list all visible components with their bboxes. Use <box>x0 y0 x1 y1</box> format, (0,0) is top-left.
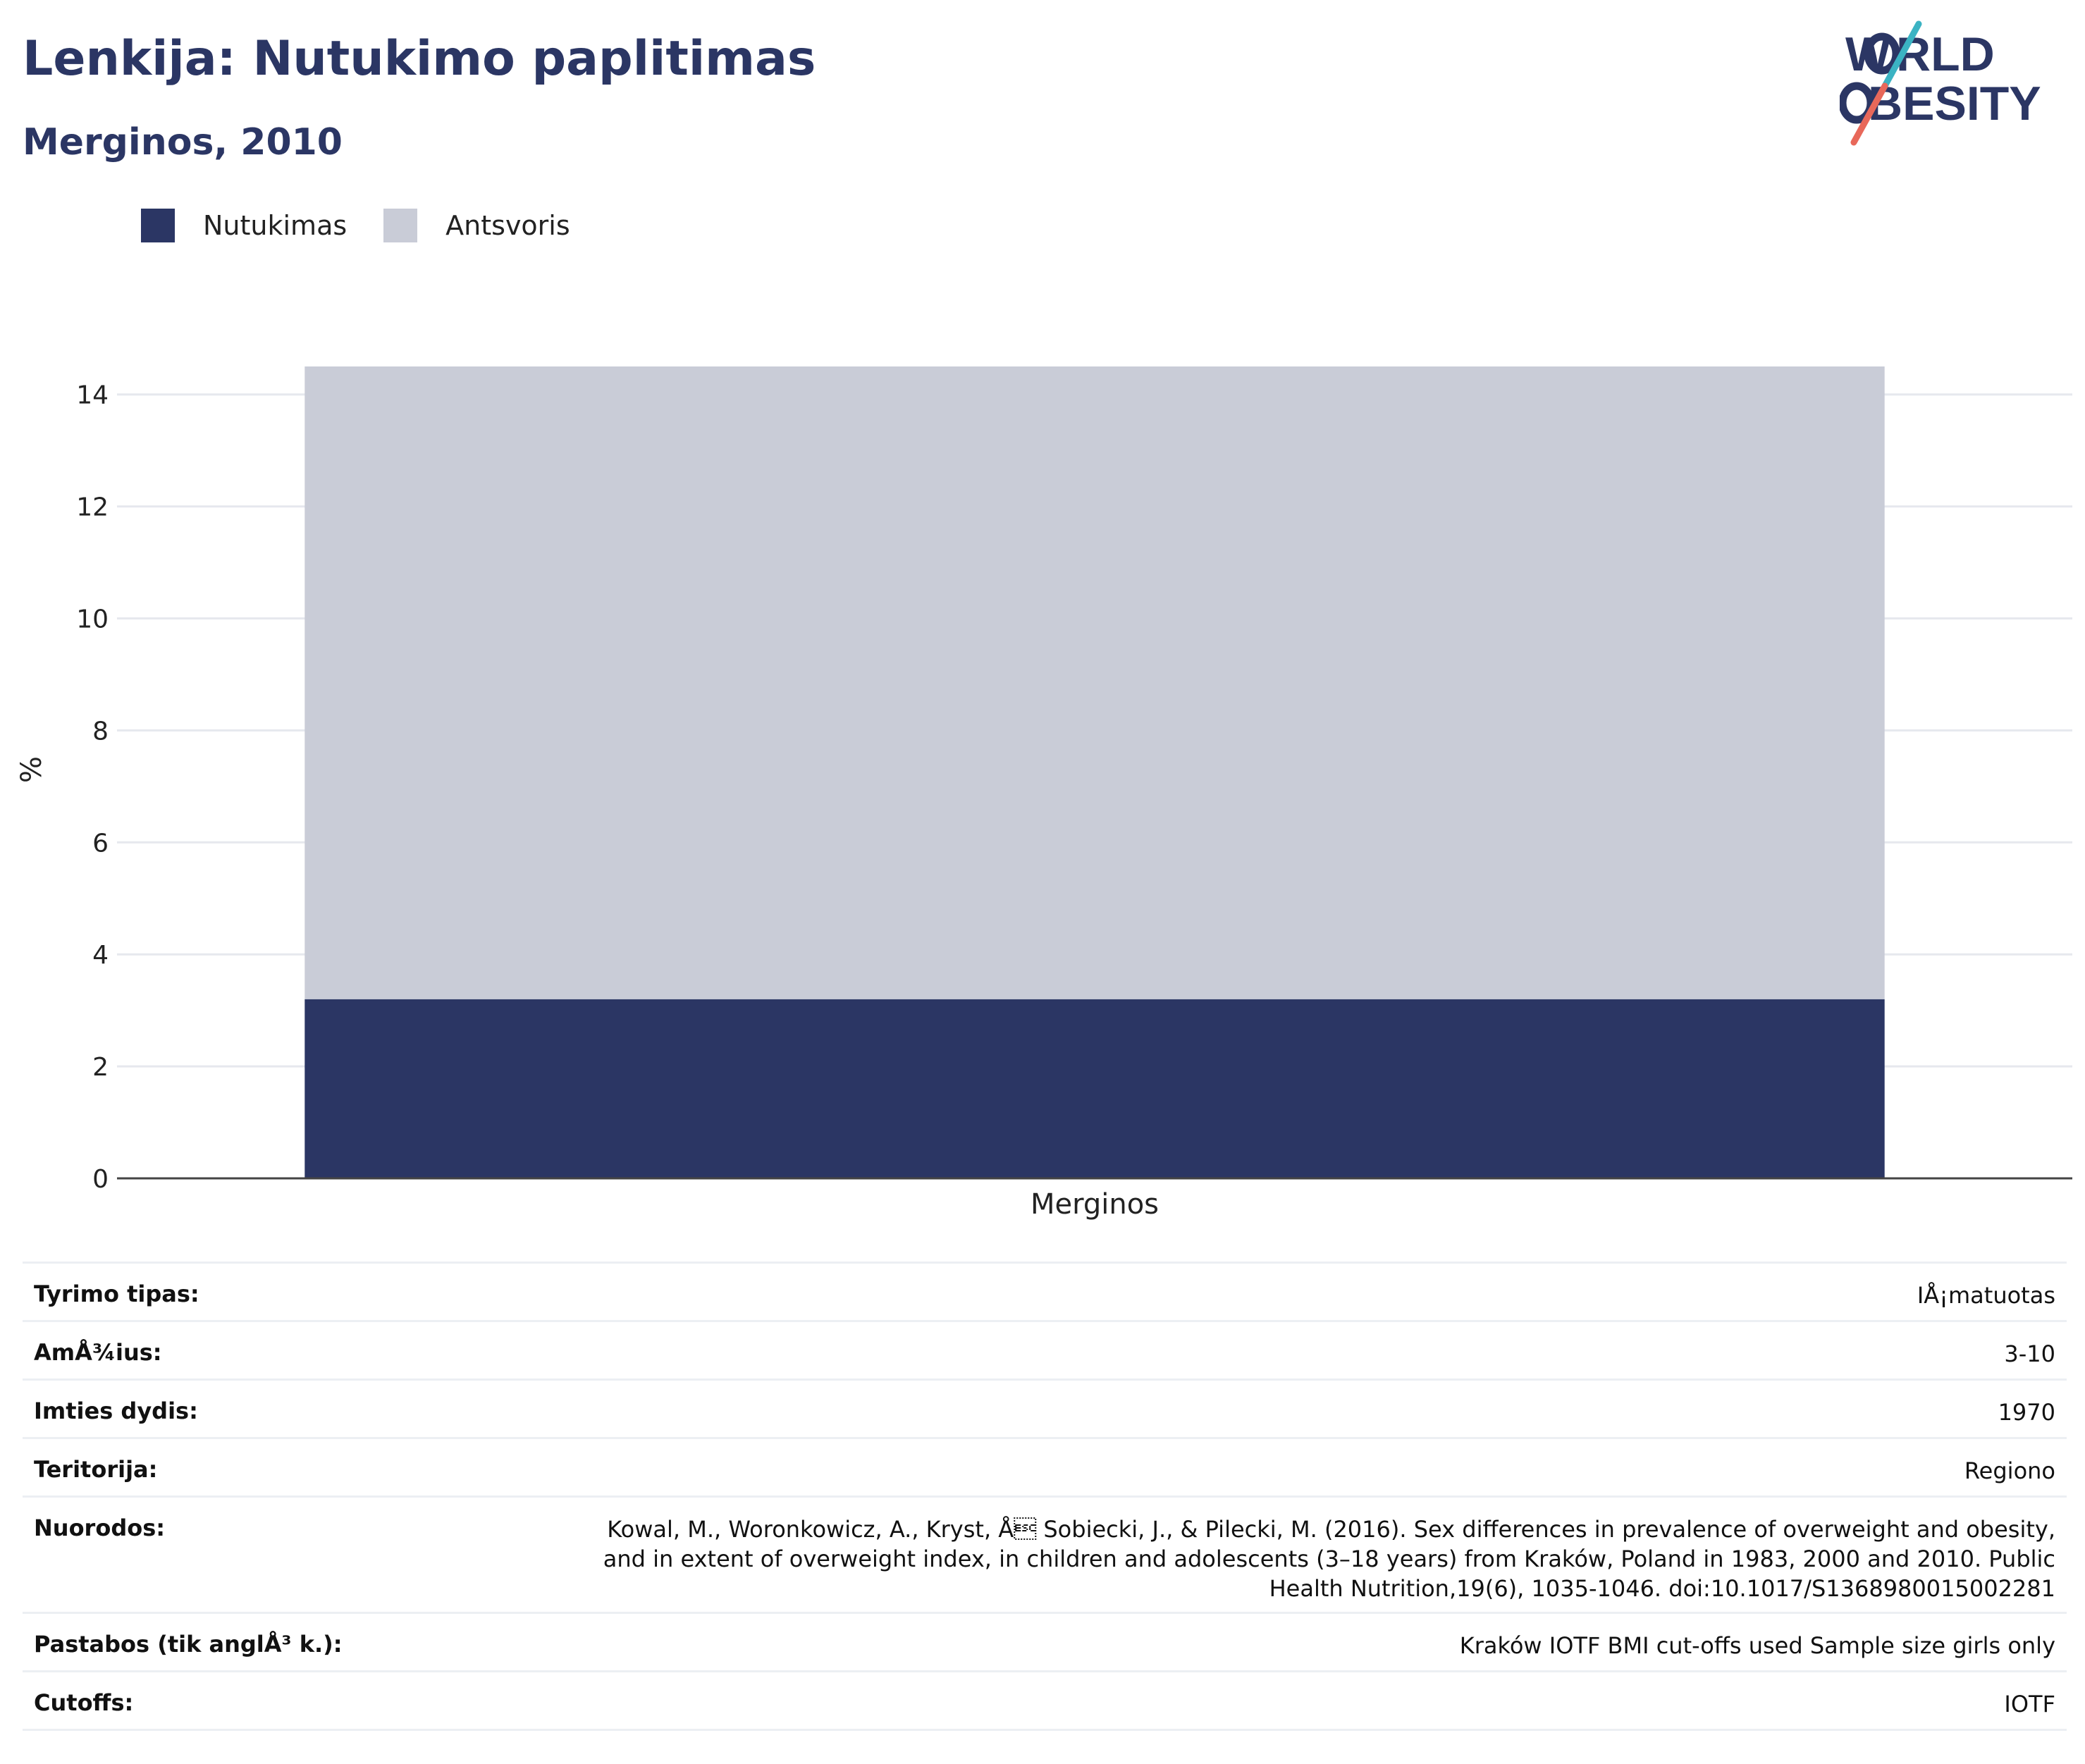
info-label: Teritorija: <box>34 1456 158 1483</box>
info-row <box>23 1495 2067 1612</box>
info-value: 1970 <box>1998 1399 2055 1426</box>
info-label: Tyrimo tipas: <box>34 1281 199 1307</box>
y-tick-label: 0 <box>92 1165 109 1194</box>
info-row <box>23 1378 2067 1437</box>
x-tick-label: Merginos <box>1030 1188 1160 1221</box>
info-value: Kraków IOTF BMI cut-offs used Sample size girls only <box>1459 1632 2055 1659</box>
svg-text:W: W <box>1845 27 1891 81</box>
info-label: AmÅ¾ius: <box>34 1339 162 1366</box>
bar-antsvoris[interactable] <box>305 366 1884 999</box>
info-value: Regiono <box>1964 1457 2055 1484</box>
info-row <box>23 1320 2067 1378</box>
legend-label-nutukimas: Nutukimas <box>203 210 348 241</box>
bars <box>305 366 1884 1178</box>
y-tick-label: 2 <box>92 1053 109 1083</box>
info-row <box>23 1612 2067 1670</box>
info-value: IOTF <box>2004 1691 2055 1717</box>
y-tick-label: 14 <box>76 381 109 410</box>
page-title: Lenkija: Nutukimo paplitimas <box>23 31 816 87</box>
info-row <box>23 1437 2067 1495</box>
y-axis-title: % <box>16 755 48 784</box>
info-label: Pastabos (tik anglÅ³ k.): <box>34 1631 343 1658</box>
info-label: Imties dydis: <box>34 1398 198 1424</box>
info-value: IÅ¡matuotas <box>1917 1282 2055 1309</box>
info-label: Nuorodos: <box>34 1515 166 1541</box>
svg-text:RLD: RLD <box>1896 27 1995 81</box>
y-tick-label: 12 <box>76 493 109 522</box>
info-label: Cutoffs: <box>34 1689 134 1716</box>
y-tick-labels <box>76 381 109 1194</box>
legend-label-antsvoris: Antsvoris <box>445 210 570 241</box>
y-tick-label: 6 <box>92 829 109 858</box>
info-value: Kowal, M., Woronkowicz, A., Kryst, Å Sobiecki, J., & Pilecki, M. (2016). Sex differences in prevalence of overweight and obesity, and in extent of overweight index, in children and adolescents (3–18 years) from Kraków, Poland in 1983, 2000 and 2010. Public Health Nutrition,19(6), 1035-1046. doi:10.1017/S1368980015002281 <box>603 1516 2055 1602</box>
y-tick-label: 10 <box>76 605 109 634</box>
y-tick-label: 4 <box>92 941 109 970</box>
study-info-table <box>23 1262 2067 1731</box>
info-value: 3-10 <box>2004 1340 2055 1367</box>
page-subtitle: Merginos, 2010 <box>23 121 343 164</box>
info-row <box>23 1262 2067 1320</box>
info-row <box>23 1670 2067 1731</box>
bar-nutukimas[interactable] <box>305 999 1884 1178</box>
svg-text:BESITY: BESITY <box>1868 77 2041 130</box>
x-tick-labels <box>1031 1188 1159 1221</box>
y-tick-label: 8 <box>92 717 109 746</box>
